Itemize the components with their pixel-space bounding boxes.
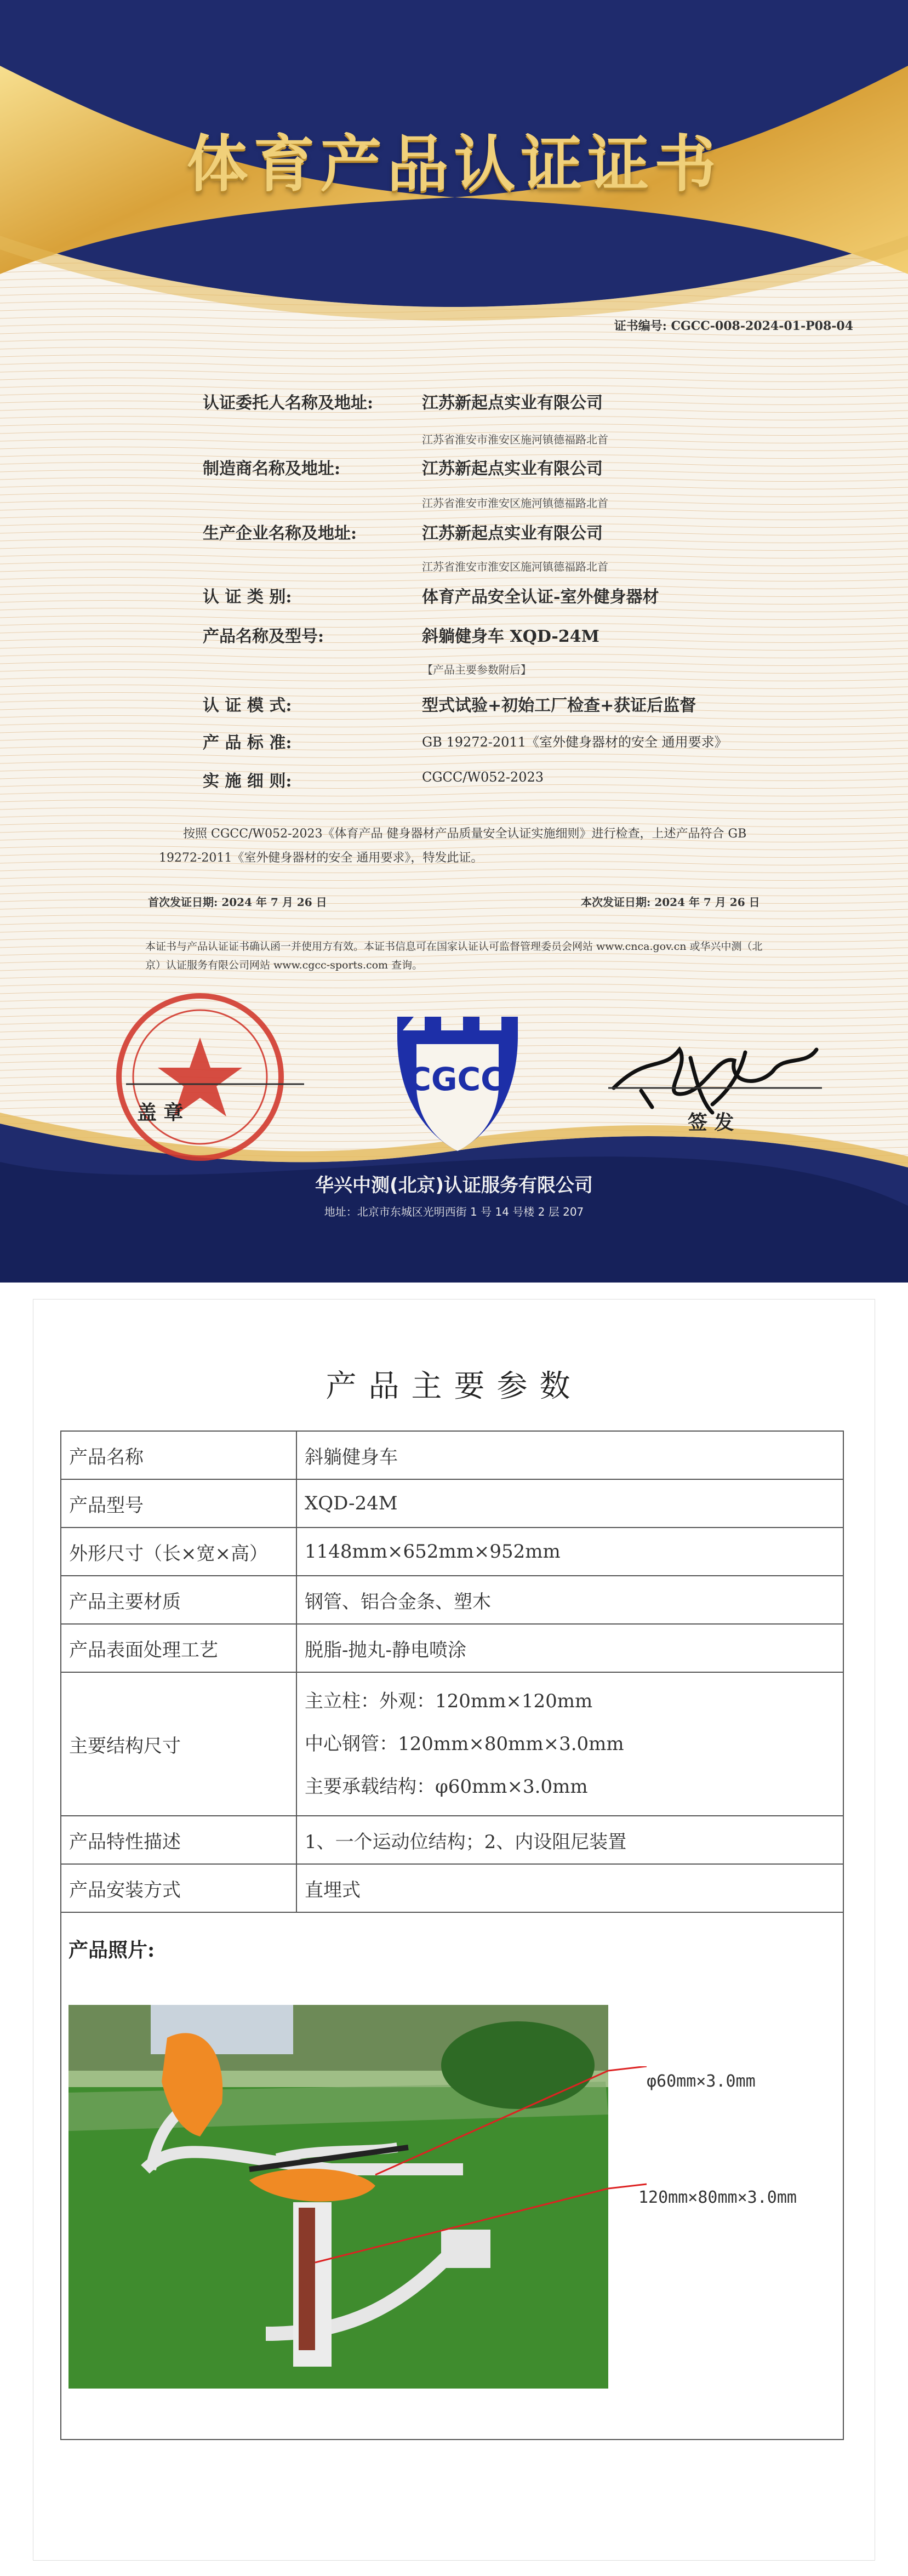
field-value: 斜躺健身车 XQD-24M: [422, 627, 599, 646]
field-label: 认 证 模 式:: [203, 696, 292, 715]
field-address: 江苏省淮安市淮安区施河镇德福路北首: [422, 497, 608, 510]
sign-caption: 签 发: [688, 1111, 734, 1134]
table-row: [61, 1479, 843, 1528]
param-key: 产品名称: [61, 1431, 296, 1479]
parameters-title: 产品主要参数: [325, 1369, 583, 1404]
photo-label: 产品照片:: [68, 1939, 155, 1962]
param-value-lines: [296, 1672, 843, 1816]
field-value: 江苏新起点实业有限公司: [422, 394, 603, 413]
field-label: 实 施 细 则:: [203, 772, 292, 791]
param-key: 产品表面处理工艺: [61, 1624, 296, 1672]
param-value: XQD-24M: [296, 1479, 843, 1528]
parameters-page: [0, 1283, 908, 2576]
field-value: CGCC/W052-2023: [422, 770, 544, 785]
field-address: 江苏省淮安市淮安区施河镇德福路北首: [422, 560, 608, 573]
field-label: 制造商名称及地址:: [203, 459, 341, 478]
structure-line: 主要承载结构：φ60mm×3.0mm: [305, 1776, 588, 1798]
certificate-number: 证书编号: CGCC-008-2024-01-P08-04: [614, 319, 853, 333]
param-value: 1、一个运动位结构；2、内设阻尼装置: [296, 1816, 843, 1864]
field-label: 产品名称及型号:: [203, 627, 324, 646]
param-key: 产品特性描述: [61, 1816, 296, 1864]
param-value: 斜躺健身车: [296, 1431, 843, 1479]
field-value: 江苏新起点实业有限公司: [422, 459, 603, 478]
param-key: 产品安装方式: [61, 1864, 296, 1912]
field-value: GB 19272-2011《室外健身器材的安全 通用要求》: [422, 734, 728, 750]
structure-line: 中心钢管：120mm×80mm×3.0mm: [305, 1733, 624, 1755]
annotation-label: 120mm×80mm×3.0mm: [638, 2188, 797, 2207]
table-row: [61, 1528, 843, 1576]
param-value: 钢管、铝合金条、塑木: [296, 1576, 843, 1624]
issuer-name: 华兴中测(北京)认证服务有限公司: [315, 1175, 593, 1196]
field-note: 【产品主要参数附后】: [422, 663, 532, 676]
param-key: 外形尺寸（长×宽×高）: [61, 1528, 296, 1576]
certification-statement: 按照 CGCC/W052-2023《体育产品 健身器材产品质量安全认证实施细则》进行检查，上述产品符合 GB 19272-2011《室外健身器材的安全 通用要求》，特发此证。: [159, 827, 747, 865]
field-label: 产 品 标 准:: [203, 733, 292, 753]
annotation-label: φ60mm×3.0mm: [647, 2072, 756, 2091]
table-row: [61, 1672, 843, 1816]
certificate-note: 本证书与产品认证证书确认函一并使用方有效。本证书信息可在国家认证认可监督管理委员会网站 www.cnca.gov.cn 或华兴中测（北京）认证服务有限公司网站 www.cgcc-sports.com 查询。: [145, 941, 763, 971]
table-row: [61, 1624, 843, 1672]
table-row: [61, 1816, 843, 1864]
certificate: [0, 0, 908, 1283]
field-value: 江苏新起点实业有限公司: [422, 524, 603, 543]
cgcc-logo-text: CGCC: [408, 1061, 504, 1098]
table-row: [61, 1431, 843, 1479]
param-key: 产品型号: [61, 1479, 296, 1528]
field-value: 体育产品安全认证-室外健身器材: [422, 588, 659, 607]
param-key: 产品主要材质: [61, 1576, 296, 1624]
field-address: 江苏省淮安市淮安区施河镇德福路北首: [422, 433, 608, 446]
certificate-title: 体育产品认证证书: [186, 129, 722, 200]
param-value: 脱脂-抛丸-静电喷涂: [296, 1624, 843, 1672]
seal-caption: 盖 章: [137, 1101, 184, 1124]
field-label: 认 证 类 别:: [203, 588, 292, 607]
field-value: 型式试验+初始工厂检查+获证后监督: [422, 696, 696, 715]
param-value: 1148mm×652mm×952mm: [296, 1528, 843, 1576]
param-key: 主要结构尺寸: [61, 1672, 296, 1816]
this-issue-date: 本次发证日期: 2024 年 7 月 26 日: [581, 896, 760, 909]
field-label: 生产企业名称及地址:: [203, 524, 357, 543]
field-label: 认证委托人名称及地址:: [203, 394, 374, 413]
param-value: 直埋式: [296, 1864, 843, 1912]
product-photo: [68, 2005, 608, 2389]
structure-line: 主立柱：外观：120mm×120mm: [305, 1690, 593, 1712]
issuer-address: 地址：北京市东城区光明西街 1 号 14 号楼 2 层 207: [324, 1205, 584, 1218]
table-row: [61, 1576, 843, 1624]
first-issue-date: 首次发证日期: 2024 年 7 月 26 日: [148, 896, 327, 909]
table-row: [61, 1864, 843, 1912]
